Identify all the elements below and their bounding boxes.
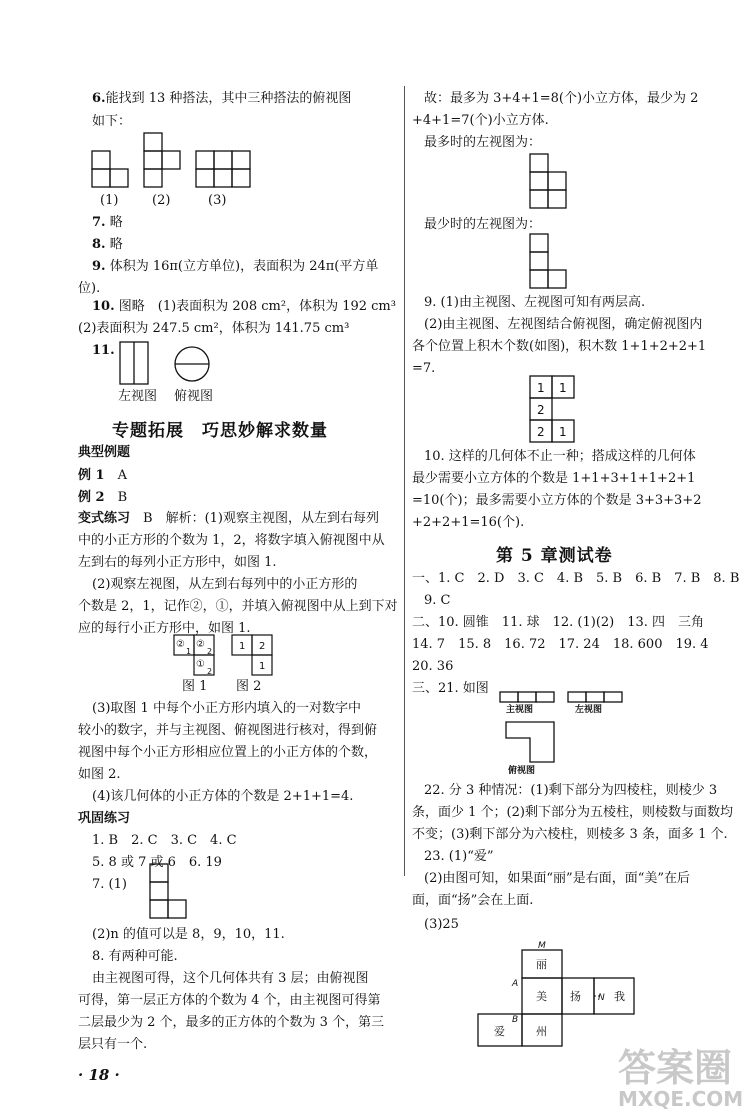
q10-line2: (2)表面积为 247.5 cm²，体积为 141.75 cm³ <box>78 321 350 336</box>
q6-line1 <box>92 90 351 108</box>
consolidate-q7: 7. (1) <box>92 877 127 892</box>
ex1 <box>78 467 127 485</box>
net-point-A: A <box>512 979 519 989</box>
watermark-url: MXQE.COM <box>618 1087 744 1111</box>
q6-label-3: (3) <box>208 193 227 208</box>
q11-label-top: 俯视图 <box>174 389 214 404</box>
r-line4: 最少时的左视图为： <box>424 217 542 232</box>
fig1-cell-f: 2 <box>207 667 213 676</box>
max-left-view <box>528 152 572 216</box>
q10-r-c: =10(个)；最多需要小立方体的个数是 3+3+3+2 <box>412 493 702 508</box>
net-mei: 美 <box>536 990 547 1003</box>
variant-line8: 较小的数字，并与主视图、俯视图进行核对，得到俯 <box>78 723 378 738</box>
net-li: 丽 <box>536 958 547 971</box>
cube-net <box>470 940 650 1050</box>
q10-text1: 图略 (1)表面积为 208 cm²，体积为 192 cm³ <box>118 299 396 314</box>
net-point-B: B <box>512 1015 519 1025</box>
q23-c: 面，面“扬”会在上面. <box>412 893 534 908</box>
ex1-label: 例 1 <box>78 468 105 483</box>
consolidate-row2: 5. 8 或 7 或 6 6. 19 <box>92 855 222 870</box>
q9-line2: 位). <box>78 281 101 296</box>
s2-a: 二、10. 圆锥 11. 球 12. (1)(2) 13. 四 三角 <box>412 615 705 630</box>
consolidate-p4: 层只有一个. <box>78 1037 148 1052</box>
consolidate-q8: 8. 有两种可能. <box>92 949 178 964</box>
ex2-label: 例 2 <box>78 490 105 505</box>
q9-top-grid <box>528 374 580 444</box>
q6-text: 能找到 13 种搭法，其中三种搭法的俯视图 <box>105 91 352 106</box>
variant-line11: (4)该几何体的小正方体的个数是 2+1+1=4. <box>92 789 354 804</box>
consolidate-label: 巩固练习 <box>78 811 131 826</box>
variant-line1 <box>78 510 379 528</box>
grid-cell-2: 1 <box>559 381 567 395</box>
q21-views <box>498 690 638 768</box>
q8 <box>92 236 123 254</box>
fig1-cell-c: ② <box>196 639 205 650</box>
fig1-cell-d: 2 <box>207 647 213 656</box>
chapter-title: 第 5 章测试卷 <box>496 546 613 566</box>
typical-examples: 典型例题 <box>78 445 131 460</box>
variant-line9: 视图中每个小正方形相应位置上的小正方体的个数， <box>78 745 378 760</box>
variant-line4: (2)观察左视图，从左到右每列中的小正方形的 <box>92 577 358 592</box>
fig1-cell-a: ② <box>176 639 185 650</box>
q7-figure <box>148 862 192 926</box>
q11-num: 11. <box>92 343 115 358</box>
page-number: · 18 · <box>78 1066 120 1084</box>
variant-label: 变式练习 <box>78 511 131 526</box>
q7-num: 7. <box>92 215 106 230</box>
consolidate-p2: 可得，第一层正方体的个数为 4 个，由主视图可得第 <box>78 993 381 1008</box>
q7 <box>92 214 123 232</box>
q10-num: 10. <box>92 299 115 314</box>
section-title: 专题拓展 巧思妙解求数量 <box>112 421 328 441</box>
q10-r-a: 10. 这样的几何体不止一种；搭成这样的几何体 <box>424 449 696 464</box>
min-left-view <box>528 232 572 296</box>
s3: 三、21. 如图 <box>412 681 489 696</box>
s1-a: 一、1. C 2. D 3. C 4. B 5. B 6. B 7. B 8. B <box>412 571 740 586</box>
variant-line3: 左到右的每列小正方形中，如图 1. <box>78 555 277 570</box>
q22-c: 不变；(3)剩下部分为六棱柱，则棱多 3 条，面多 1 个. <box>412 827 728 842</box>
net-yang: 扬 <box>570 990 581 1003</box>
q9-r-b: (2)由主视图、左视图结合俯视图，确定俯视图内 <box>424 317 703 332</box>
q22-b: 条，面少 1 个；(2)剩下部分为五棱柱，则棱数与面数均 <box>412 805 733 820</box>
q6-label-1: (1) <box>100 193 119 208</box>
fig1-cell-e: ① <box>196 659 205 670</box>
column-divider <box>404 86 405 876</box>
ex1-answer: A <box>117 468 127 483</box>
fig2-cell-a: 1 <box>239 641 246 652</box>
net-wo: 我 <box>614 990 625 1003</box>
r-line1: 故：最多为 3+4+1=8(个)小立方体，最少为 2 <box>424 91 699 106</box>
q23-b: (2)由图可知，如果面“丽”是右面，面“美”在后 <box>424 871 690 886</box>
view-left-label: 左视图 <box>575 705 603 715</box>
q9-r-c: 各个位置上积木个数(如图)，积木数 1+1+2+2+1 <box>412 339 707 354</box>
grid-cell-5: 1 <box>559 425 567 439</box>
q6-num: 6. <box>92 91 106 106</box>
fig2-cell-b: 2 <box>259 641 266 652</box>
variant-line6: 应的每行小正方形中，如图 1. <box>78 621 251 636</box>
q9-line1 <box>92 258 378 276</box>
grid-cell-3: 2 <box>537 403 545 417</box>
net-point-N: N <box>598 993 605 1003</box>
net-ai: 爱 <box>494 1025 505 1038</box>
net-zhou: 州 <box>536 1025 547 1038</box>
net-point-M: M <box>538 941 546 951</box>
view-top-label: 俯视图 <box>508 766 536 776</box>
q9-num: 9. <box>92 259 106 274</box>
watermark-logo: 答案圈 <box>618 1046 733 1090</box>
fig2-cell-c: 1 <box>259 661 266 672</box>
q6-line2: 如下： <box>92 114 132 129</box>
q22-a: 22. 分 3 种情况：(1)剩下部分为四棱柱，则棱少 3 <box>424 783 718 798</box>
variant-line10: 如图 2. <box>78 767 121 782</box>
variant-line2: 中的小正方形的个数为 1，2，将数字填入俯视图中从 <box>78 533 385 548</box>
variant-figures <box>172 633 272 677</box>
consolidate-q7b: (2)n 的值可以是 8，9，10，11. <box>92 927 285 942</box>
s2-c: 20. 36 <box>412 659 454 674</box>
q7-text: 略 <box>109 215 123 230</box>
q10-r-d: +2+2+1=16(个). <box>412 515 525 530</box>
q6-label-2: (2) <box>152 193 171 208</box>
q9-r-a: 9. (1)由主视图、左视图可知有两层高. <box>424 295 646 310</box>
q11-figures <box>118 340 228 388</box>
s1-b: 9. C <box>424 593 451 608</box>
consolidate-row1: 1. B 2. C 3. C 4. C <box>92 833 237 848</box>
q10-line1 <box>92 298 396 316</box>
ex2 <box>78 489 127 507</box>
fig1-cell-b: 1 <box>186 647 192 656</box>
consolidate-p1: 由主视图可得，这个几何体共有 3 层；由俯视图 <box>92 971 369 986</box>
fig1-caption: 图 1 <box>182 679 208 694</box>
q23-d: (3)25 <box>424 917 459 932</box>
r-line2: +4+1=7(个)小立方体. <box>412 113 549 128</box>
view-main-label: 主视图 <box>506 705 534 715</box>
q23-a: 23. (1)“爱” <box>424 849 494 864</box>
ex2-answer: B <box>117 490 128 505</box>
consolidate-p3: 二层最少为 2 个，最多的正方体的个数为 3 个，第三 <box>78 1015 385 1030</box>
q11-label-left: 左视图 <box>118 389 158 404</box>
q9-r-d: =7. <box>412 361 436 376</box>
q10-r-b: 最少需要小立方体的个数是 1+1+3+1+1+2+1 <box>412 471 696 486</box>
variant-line7: (3)取图 1 中每个小正方形内填入的一对数字中 <box>92 701 361 716</box>
grid-cell-4: 2 <box>537 425 545 439</box>
s2-b: 14. 7 15. 8 16. 72 17. 24 18. 600 19. 4 <box>412 637 709 652</box>
variant-line5: 个数是 2，1，记作②，①，并填入俯视图中从上到下对 <box>78 599 398 614</box>
variant-text1: B 解析：(1)观察主视图，从左到右每列 <box>143 511 379 526</box>
q8-text: 略 <box>109 237 123 252</box>
q9-text: 体积为 16π(立方单位)，表面积为 24π(平方单 <box>109 259 379 274</box>
r-line3: 最多时的左视图为： <box>424 135 542 150</box>
grid-cell-1: 1 <box>537 381 545 395</box>
fig2-caption: 图 2 <box>236 679 262 694</box>
q8-num: 8. <box>92 237 106 252</box>
